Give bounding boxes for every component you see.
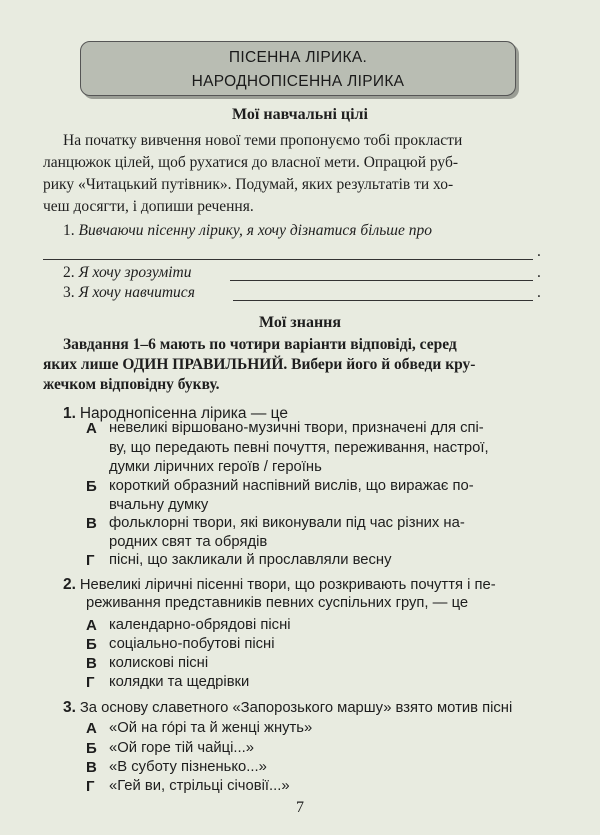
- option-letter-g[interactable]: Г: [86, 778, 95, 795]
- option-text: невеликі віршовано-музичні твори, призначені для спі-: [109, 420, 484, 436]
- option-text: «В суботу пізненько...»: [109, 759, 267, 775]
- instruction-line-2: яких лише ОДИН ПРАВИЛЬНИЙ. Вибери його й обведи кру-: [43, 356, 476, 373]
- question-number: 3.: [63, 699, 76, 716]
- goal-3-period: .: [537, 284, 541, 301]
- goals-intro-line-2: ланцюжок цілей, щоб рухатися до власної мети. Опрацюй руб-: [43, 154, 459, 171]
- goal-2-answer-line[interactable]: [230, 280, 533, 281]
- option-text: «Гей ви, стрільці січовії...»: [109, 778, 290, 794]
- chapter-title-line-1: ПІСЕННА ЛІРИКА.: [228, 49, 368, 66]
- goal-item-number: 2.: [63, 264, 75, 281]
- option-text: соціально-побутові пісні: [109, 636, 275, 652]
- option-text: вчальну думку: [109, 497, 209, 513]
- goal-item-3: [63, 284, 195, 302]
- option-text: колискові пісні: [109, 655, 209, 671]
- option-letter-g[interactable]: Г: [86, 552, 95, 569]
- goal-item-text: Я хочу зрозуміти: [78, 264, 192, 281]
- option-text: ву, що передають певні почуття, переживання, настрої,: [109, 440, 489, 456]
- option-text: пісні, що закликали й прославляли весну: [109, 552, 392, 568]
- goals-heading: Мої навчальні цілі: [232, 106, 368, 123]
- instruction-line-1: Завдання 1–6 мають по чотири варіанти відповіді, серед: [63, 336, 457, 353]
- option-letter-b[interactable]: Б: [86, 478, 97, 495]
- goal-item-text: Вивчаючи пісенну лірику, я хочу дізнатися більше про: [78, 222, 432, 239]
- option-letter-v[interactable]: В: [86, 515, 97, 532]
- question-text: Народнопісенна лірика — це: [79, 405, 288, 422]
- option-text: фольклорні твори, які виконували під час різних на-: [109, 515, 465, 531]
- option-letter-a[interactable]: А: [86, 720, 97, 737]
- goal-1-answer-line[interactable]: [43, 259, 533, 260]
- option-text: родних свят та обрядів: [109, 534, 268, 550]
- question-number: 1.: [63, 405, 76, 422]
- question-text-cont: реживання представників певних суспільних груп, — це: [86, 595, 469, 611]
- question-text: Невеликі ліричні пісенні твори, що розкривають почуття і пе-: [79, 577, 496, 593]
- option-text: «Ой на го́рі та й женці жнуть»: [109, 720, 313, 736]
- question-text: За основу славетного «Запорозького маршу» взято мотив пісні: [79, 700, 513, 716]
- goal-item-1: [63, 222, 432, 240]
- option-letter-v[interactable]: В: [86, 655, 97, 672]
- goal-item-number: 3.: [63, 284, 75, 301]
- goals-intro-line-4: чеш досягти, і допиши речення.: [43, 198, 254, 215]
- goal-item-text: Я хочу навчитися: [78, 284, 195, 301]
- goal-1-period: .: [537, 243, 541, 260]
- goal-item-number: 1.: [63, 222, 75, 239]
- option-letter-b[interactable]: Б: [86, 740, 97, 757]
- goals-intro-line-3: рику «Читацький путівник». Подумай, яких результатів ти хо-: [43, 176, 454, 193]
- option-text: короткий образний наспівний вислів, що виражає по-: [109, 478, 474, 494]
- question-2: [63, 576, 496, 594]
- option-letter-a[interactable]: А: [86, 617, 97, 634]
- page-number: 7: [296, 799, 304, 816]
- instruction-line-3: жечком відповідну букву.: [43, 376, 220, 393]
- chapter-title-box: [80, 41, 516, 96]
- goal-item-2: [63, 264, 191, 282]
- question-3: [63, 699, 512, 717]
- option-letter-b[interactable]: Б: [86, 636, 97, 653]
- option-text: колядки та щедрівки: [109, 674, 250, 690]
- knowledge-heading: Мої знання: [258, 314, 342, 331]
- option-text: «Ой горе тій чайці...»: [109, 740, 254, 756]
- goal-3-answer-line[interactable]: [233, 300, 533, 301]
- option-text: календарно-обрядові пісні: [109, 617, 291, 633]
- option-letter-g[interactable]: Г: [86, 674, 95, 691]
- option-letter-a[interactable]: А: [86, 420, 97, 437]
- goal-2-period: .: [537, 264, 541, 281]
- question-number: 2.: [63, 576, 76, 593]
- option-text: думки ліричних героїв / героїнь: [109, 459, 322, 475]
- goals-intro-line-1: На початку вивчення нової теми пропонуємо тобі прокласти: [63, 132, 463, 149]
- option-letter-v[interactable]: В: [86, 759, 97, 776]
- chapter-title-line-2: НАРОДНОПІСЕННА ЛІРИКА: [191, 73, 405, 90]
